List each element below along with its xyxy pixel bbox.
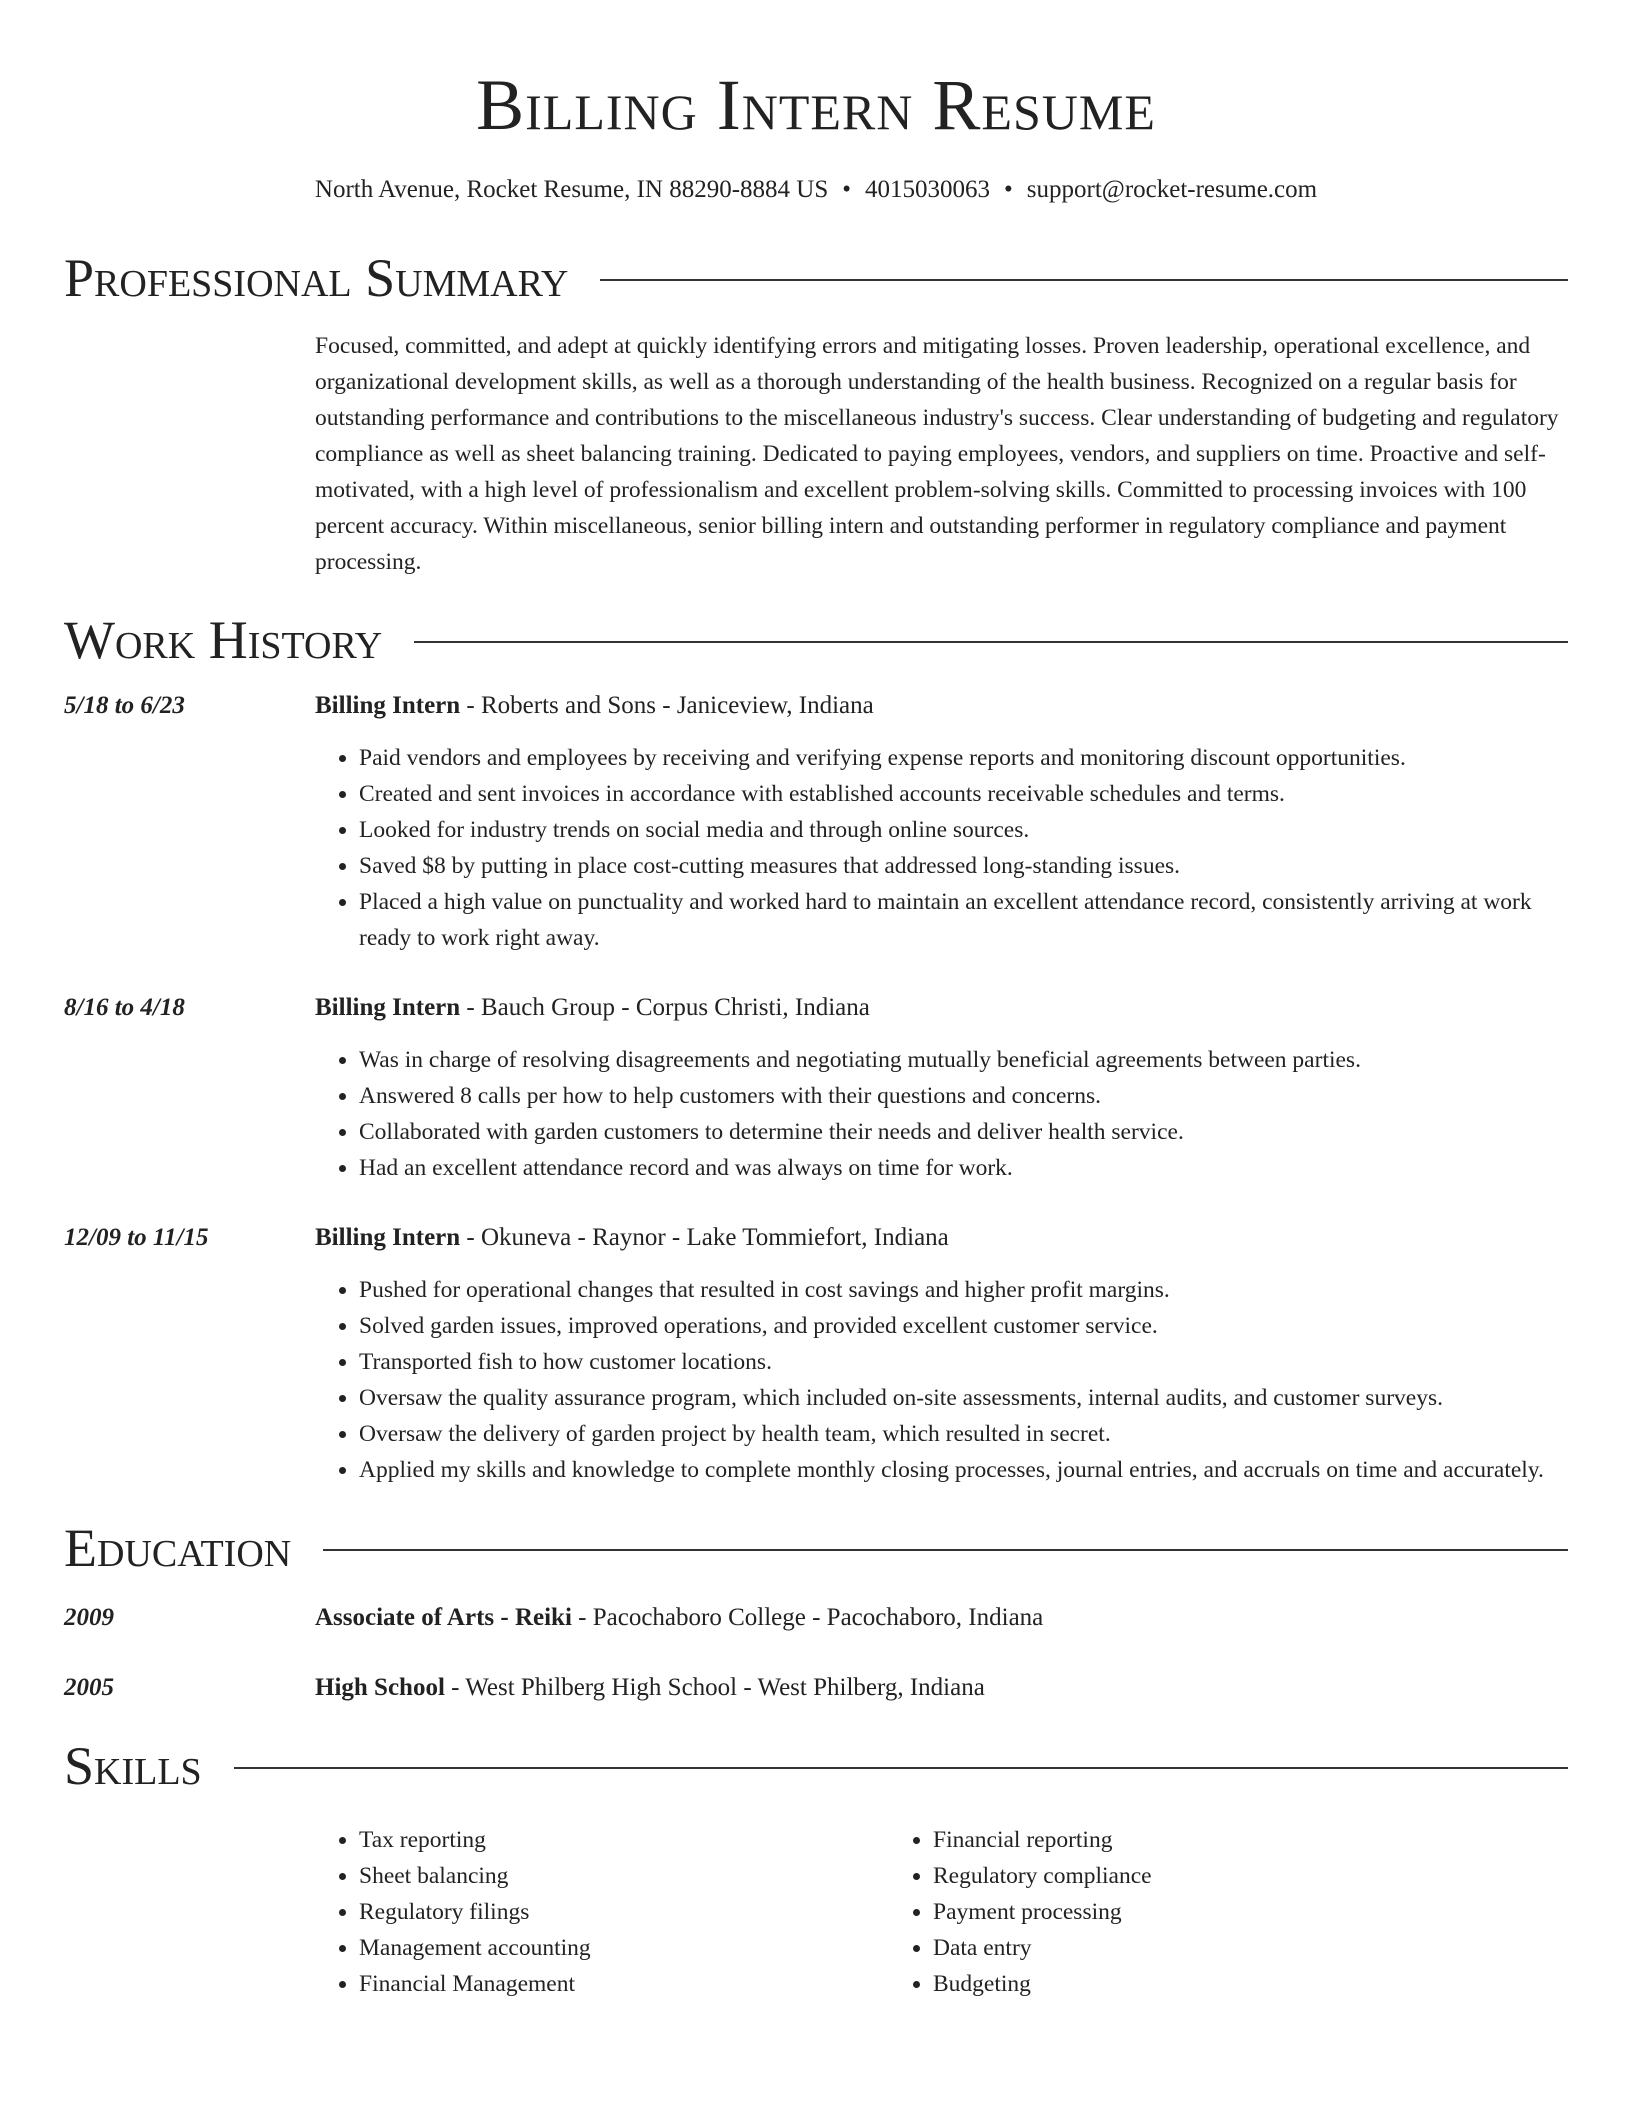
job-title: Billing Intern (315, 994, 461, 1021)
job-title-line (315, 990, 1568, 1026)
education-year: 2005 (64, 1674, 114, 1701)
email-link[interactable]: support@rocket-resume.com (1026, 176, 1318, 203)
skills-left-column (315, 1822, 889, 2002)
school: - West Philberg High School - West Philberg, Indiana (444, 1674, 985, 1701)
job-body (315, 688, 1568, 956)
skills-heading (64, 1736, 1568, 1796)
list-item: • Transported fish to how customer locations. (359, 1344, 1568, 1380)
degree: High School (315, 1674, 445, 1701)
list-item: • Was in charge of resolving disagreements and negotiating mutually beneficial agreements between parties. (359, 1042, 1568, 1078)
list-item: • Collaborated with garden customers to determine their needs and deliver health service. (359, 1114, 1568, 1150)
section-title-work: Work History (64, 610, 383, 670)
education-list (64, 1600, 1568, 1706)
list-item: • Solved garden issues, improved operations, and provided excellent customer service. (359, 1308, 1568, 1344)
job-company: - Okuneva - Raynor - Lake Tommiefort, Indiana (460, 1224, 949, 1251)
list-item: • Pushed for operational changes that resulted in cost savings and higher profit margins. (359, 1272, 1568, 1308)
skill-item: • Regulatory compliance (933, 1858, 1463, 1894)
list-item: • Oversaw the delivery of garden project by health team, which resulted in secret. (359, 1416, 1568, 1452)
list-item: • Saved $8 by putting in place cost-cutting measures that addressed long-standing issues. (359, 848, 1568, 884)
section-divider (323, 1549, 1568, 1551)
list-item: • Placed a high value on punctuality and worked hard to maintain an excellent attendance record, consistently arriving at work ready to work right away. (359, 884, 1568, 956)
job-title-line (315, 688, 1568, 724)
skills-right-column (889, 1822, 1463, 2002)
skill-item: • Regulatory filings (359, 1894, 889, 1930)
education-year: 2009 (64, 1604, 114, 1631)
job-dates: 12/09 to 11/15 (64, 1224, 209, 1251)
job-body (315, 1220, 1568, 1488)
education-title-line (315, 1670, 1568, 1706)
job-entry (64, 1220, 1568, 1488)
phone: 4015030063 (865, 176, 991, 203)
degree: Associate of Arts - Reiki (315, 1604, 572, 1631)
resume-title: Billing Intern Resume (476, 65, 1156, 145)
summary-text: Focused, committed, and adept at quickly identifying errors and mitigating losses. Proven leadership, operational excellence, and organizational development skills, as well as a thorough understanding of the health business. Recognized on a regular basis for outstanding performance and contributions to the miscellaneous industry's success. Clear understanding of budgeting and regulatory compliance as well as sheet balancing training. Dedicated to paying employees, vendors, and suppliers on time. Proactive and self-motivated, with a high level of professionalism and excellent problem-solving skills. Committed to processing invoices with 100 percent accuracy. Within miscellaneous, senior billing intern and outstanding performer in regulatory compliance and payment processing. (315, 333, 1559, 575)
list-item: • Had an excellent attendance record and was always on time for work. (359, 1150, 1568, 1186)
school: - Pacochaboro College - Pacochaboro, Indiana (571, 1604, 1044, 1631)
list-item: • Looked for industry trends on social media and through online sources. (359, 812, 1568, 848)
education-entry (64, 1600, 1568, 1636)
job-bullets (315, 740, 1568, 956)
address: North Avenue, Rocket Resume, IN 88290-8884 US (314, 176, 829, 203)
job-title: Billing Intern (315, 1224, 461, 1251)
skill-item: • Financial reporting (933, 1822, 1463, 1858)
section-divider (600, 279, 1568, 281)
list-item: • Created and sent invoices in accordance with established accounts receivable schedules and terms. (359, 776, 1568, 812)
job-dates: 8/16 to 4/18 (64, 994, 185, 1021)
list-item: • Applied my skills and knowledge to complete monthly closing processes, journal entries, and accruals on time and accurately. (359, 1452, 1568, 1488)
skills-columns (315, 1822, 1568, 2002)
job-bullets (315, 1272, 1568, 1488)
list-item: • Answered 8 calls per how to help customers with their questions and concerns. (359, 1078, 1568, 1114)
education-body (315, 1670, 1568, 1706)
skill-item: • Data entry (933, 1930, 1463, 1966)
job-entry (64, 688, 1568, 956)
education-title-line (315, 1600, 1568, 1636)
separator-dot: • (1004, 176, 1013, 203)
education-body (315, 1600, 1568, 1636)
work-heading (64, 610, 1568, 670)
skill-item: • Financial Management (359, 1966, 889, 2002)
job-dates: 5/18 to 6/23 (64, 692, 185, 719)
separator-dot: • (842, 176, 852, 203)
job-bullets (315, 1042, 1568, 1186)
skill-item: • Sheet balancing (359, 1858, 889, 1894)
education-entry (64, 1670, 1568, 1706)
section-title-education: Education (64, 1518, 292, 1578)
list-item: • Oversaw the quality assurance program, which included on-site assessments, internal audits, and customer surveys. (359, 1380, 1568, 1416)
work-history (64, 688, 1568, 1488)
contact-line (64, 174, 1568, 206)
job-body (315, 990, 1568, 1186)
section-title-summary: Professional Summary (64, 248, 569, 308)
section-divider (234, 1767, 1568, 1769)
summary-heading (64, 248, 1568, 308)
job-title-line (315, 1220, 1568, 1256)
skill-item: • Budgeting (933, 1966, 1463, 2002)
list-item: • Paid vendors and employees by receiving and verifying expense reports and monitoring discount opportunities. (359, 740, 1568, 776)
education-heading (64, 1518, 1568, 1578)
skill-item: • Payment processing (933, 1894, 1463, 1930)
section-divider (414, 641, 1568, 643)
skill-item: • Management accounting (359, 1930, 889, 1966)
section-title-skills: Skills (64, 1736, 202, 1796)
job-entry (64, 990, 1568, 1186)
job-title: Billing Intern (315, 692, 461, 719)
job-company: - Bauch Group - Corpus Christi, Indiana (460, 994, 870, 1021)
job-company: - Roberts and Sons - Janiceview, Indiana (460, 692, 874, 719)
skill-item: • Tax reporting (359, 1822, 889, 1858)
